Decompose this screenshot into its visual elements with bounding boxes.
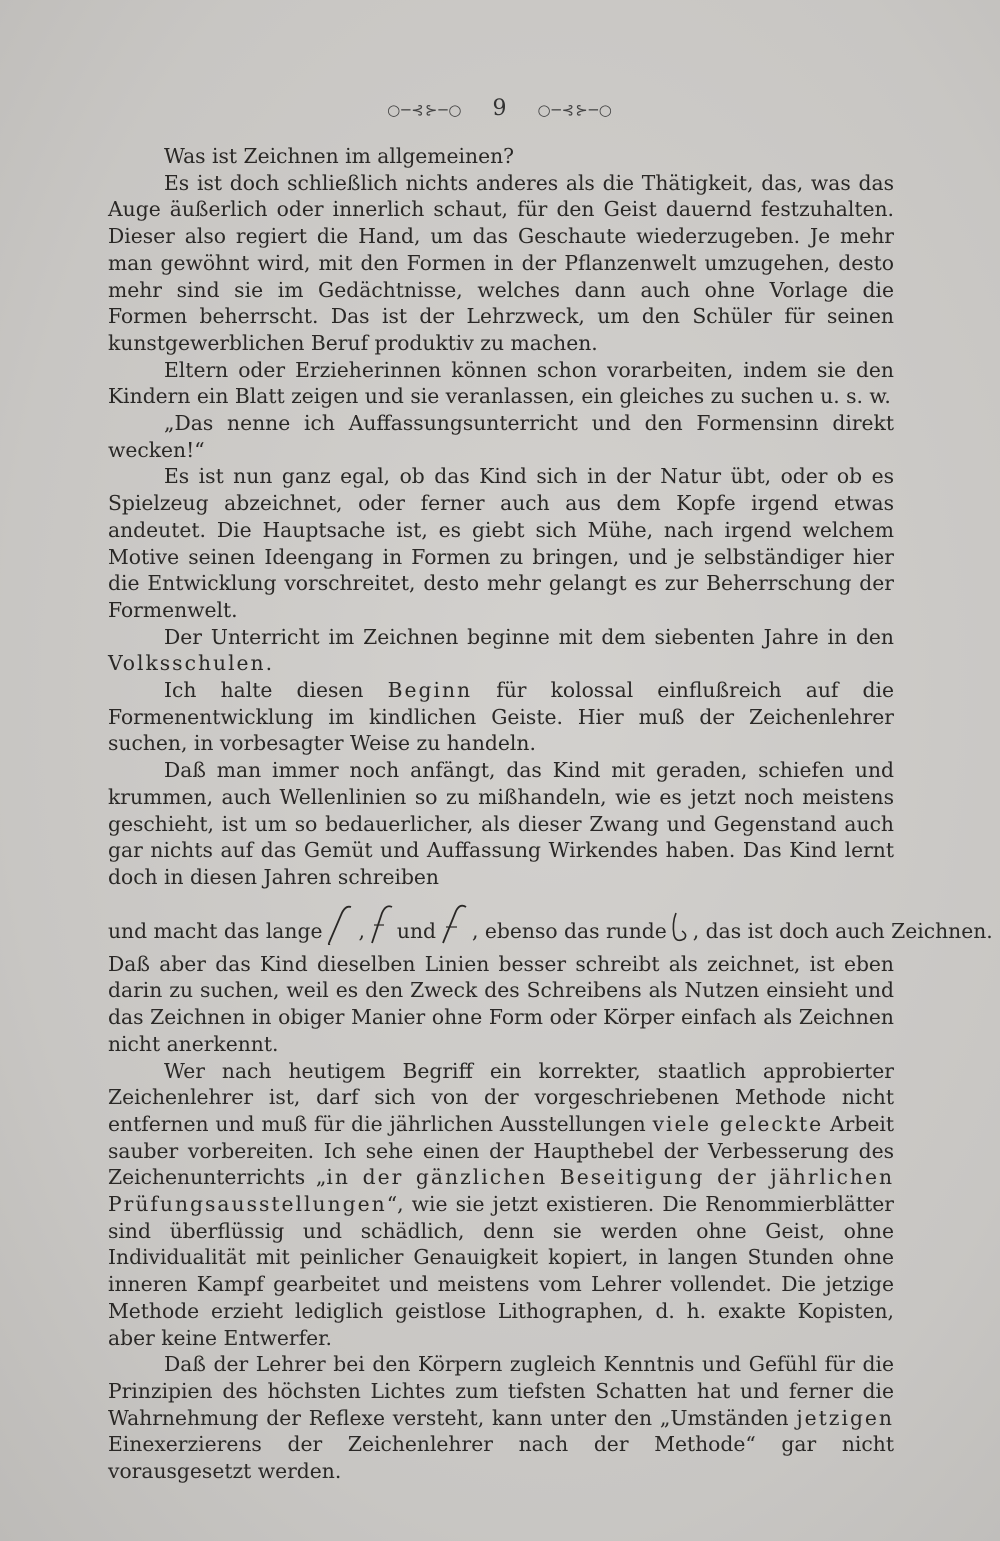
paragraph-volksschulen bbox=[108, 624, 894, 677]
paragraph-beginn bbox=[108, 677, 894, 757]
text-run: , ebenso das runde bbox=[472, 918, 667, 943]
text-run: für kolossal einflußreich auf die Formenentwicklung im kindlichen Geiste. Hier muß der Zeichenlehrer suchen, in vorbesagter Weise zu handeln. bbox=[108, 678, 894, 756]
text-run: Der Unterricht im Zeichnen beginne mit dem siebenten Jahre in den bbox=[164, 624, 894, 649]
handwriting-line bbox=[108, 901, 993, 945]
paragraph-egal: Es ist nun ganz egal, ob das Kind sich in der Natur übt, oder ob es Spielzeug abzeichnet, oder ferner auch aus dem Kopfe irgend etwas andeutet. Die Hauptsache ist, es giebt sich Mühe, nach irgend welchem Motive seinen Ideengang in Formen zu bringen, und je selbständiger hier die Entwicklung vorschreitet, desto mehr gelangt es zur Beherrschung der Formenwelt. bbox=[108, 464, 894, 622]
text-body bbox=[108, 143, 993, 1485]
paragraph-linien: Daß man immer noch anfängt, das Kind mit geraden, schiefen und krummen, auch Wellenlinien so zu mißhandeln, wie es jetzt noch meistens geschieht, ist um so bedauerlicher, als dieser Zwang und Gegenstand auch gar nichts auf das Gemüt und Auffassung Wirkendes haben. Das Kind lernt doch in diesen Jahren schreiben bbox=[108, 758, 894, 889]
text-run: “, wie sie jetzt existieren. Die Renommierblätter sind überflüssig und schädlich, denn sie werden ohne Geist, ohne Individualität mit peinlicher Genauigkeit kopiert, in langen Stunden ohne inneren Kampf gearbeitet und meistens vom Lehrer vollendet. Die jetzige Methode erzieht lediglich geistlose Lithographen, d. h. exakte Kopisten, aber keine Entwerfer. bbox=[108, 1192, 894, 1350]
paragraph-dass-aber: Daß aber das Kind dieselben Linien besser schreibt als zeichnet, ist eben darin zu suchen, weil es den Zweck des Schreibens als Nutzen einsieht und das Zeichnen in obiger Manier ohne Form oder Körper einfach als Zeichnen nicht anerkennt. bbox=[108, 951, 894, 1056]
paragraph-question: Was ist Zeichnen im allgemeinen? bbox=[164, 144, 515, 168]
long-s-handwritten-icon bbox=[325, 901, 355, 945]
paragraph-lehrer bbox=[108, 1351, 894, 1485]
text-run: , das ist doch auch Zeichnen. bbox=[692, 918, 993, 943]
text-run: Wer nach heutigem Begriff ein korrekter, staatlich approbierter Zeichenlehrer ist, darf sich von der vorgeschriebenen Methode nicht entfernen und muß für die jährlichen Ausstellungen bbox=[108, 1058, 894, 1136]
text-run: Ich halte diesen bbox=[164, 678, 388, 703]
paragraph-definition: Es ist doch schließlich nichts anderes als die Thätigkeit, das, was das Auge äußerlich oder innerlich schaut, für den Geist dauernd festzuhalten. Dieser also regiert die Hand, um das Geschaute wiederzugeben. Je mehr man gewöhnt wird, mit den Formen in der Pflanzenwelt umzugehen, desto mehr sind sie im Gedächtnisse, welches dann auch ohne Vorlage die Formen beherrscht. Das ist der Lehrzweck, um den Schüler für seinen kunstgewerblichen Beruf produktiv zu machen. bbox=[108, 170, 894, 355]
text-run: Daß der Lehrer bei den Körpern zugleich Kenntnis und Gefühl für die Prinzipien des höchsten Lichtes zum tiefsten Schatten hat und ferner die Wahrnehmung der Reflexe versteht, kann unter den „Umständen bbox=[108, 1352, 894, 1430]
spaced-text: Beginn bbox=[387, 678, 473, 703]
page-header bbox=[0, 96, 1000, 121]
spaced-text: viele geleckte bbox=[652, 1111, 824, 1136]
paragraph-eltern: Eltern oder Erzieherinnen können schon vorarbeiten, indem sie den Kindern ein Blatt zeigen und sie veranlassen, ein gleiches zu suchen u. s. w. bbox=[108, 357, 894, 409]
paragraph-wer bbox=[108, 1058, 894, 1352]
long-s-written-icon bbox=[368, 901, 394, 945]
text-run: Einexerzierens der Zeichenlehrer nach der Methode“ gar nicht vorausgesetzt werden. bbox=[108, 1432, 894, 1484]
round-s-handwritten-icon bbox=[670, 909, 690, 945]
spaced-text: Volksschulen. bbox=[108, 651, 275, 676]
ornament-right: ○─⊰⊱─○ bbox=[537, 101, 613, 119]
text-run: , bbox=[358, 918, 365, 943]
spaced-text: in der gänzlichen Beseitigung der jährlichen Prüfungsausstellungen bbox=[108, 1165, 895, 1217]
text-run: Arbeit sauber vorbereiten. Ich sehe einen der Haupthebel der Verbesserung des Zeichenunterrichts „ bbox=[108, 1111, 894, 1190]
text-run: und macht das lange bbox=[108, 918, 323, 943]
long-s-stroke-icon bbox=[439, 901, 469, 945]
text-run: und bbox=[396, 918, 437, 943]
ornament-left: ○─⊰⊱─○ bbox=[387, 101, 463, 119]
page-number: 9 bbox=[492, 96, 508, 121]
spaced-text: jetzigen bbox=[796, 1405, 894, 1430]
paragraph-quote: „Das nenne ich Auffassungsunterricht und den Formensinn direkt wecken!“ bbox=[108, 411, 894, 462]
